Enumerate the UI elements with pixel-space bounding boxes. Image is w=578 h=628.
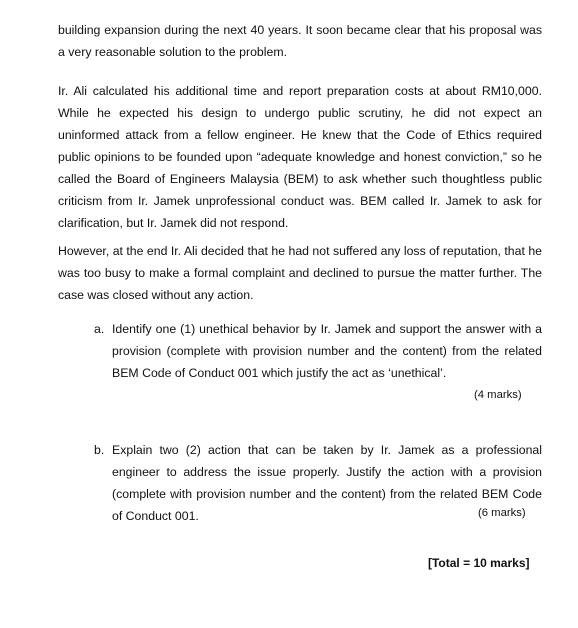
question-a-marks: (4 marks) — [474, 389, 522, 401]
paragraph-case-background: building expansion during the next 40 years. It soon became clear that his proposal was a very reasonable solution to the problem. — [58, 23, 542, 59]
paragraph-ir-ali-complaint: Ir. Ali calculated his additional time and report preparation costs at about RM10,000. While he expected his design to undergo public scrutiny, he did not expect an uninformed attack from a fellow engineer. He knew that the Code of Ethics required public opinions to be founded upon “adequate knowledge and honest conviction,” so he called the Board of Engineers Malaysia (BEM) to ask whether such thoughtless public criticism from Ir. Jamek unprofessional conduct was. BEM called Ir. Jamek to ask for clarification, but Ir. Jamek did not respond. — [58, 84, 542, 230]
paragraph-case-closed: However, at the end Ir. Ali decided that he had not suffered any loss of reputation, that he was too busy to make a formal complaint and declined to pursue the matter further. The case was closed without any action. — [58, 244, 542, 302]
question-b-text: Explain two (2) action that can be taken by Ir. Jamek as a professional engineer to address the issue properly. Justify the action with a provision (complete with provision number and the content) from the related BEM Code of Conduct 001. — [112, 443, 542, 523]
total-marks: [Total = 10 marks] — [428, 556, 530, 570]
question-a-text: Identify one (1) unethical behavior by Ir. Jamek and support the answer with a provision (complete with provision number and the content) from the related BEM Code of Conduct 001 which justify the act as ‘unethical’. — [112, 322, 542, 380]
question-b-marks: (6 marks) — [478, 507, 526, 519]
question-b-marker: b. — [94, 443, 105, 457]
question-a-marker: a. — [94, 322, 105, 336]
